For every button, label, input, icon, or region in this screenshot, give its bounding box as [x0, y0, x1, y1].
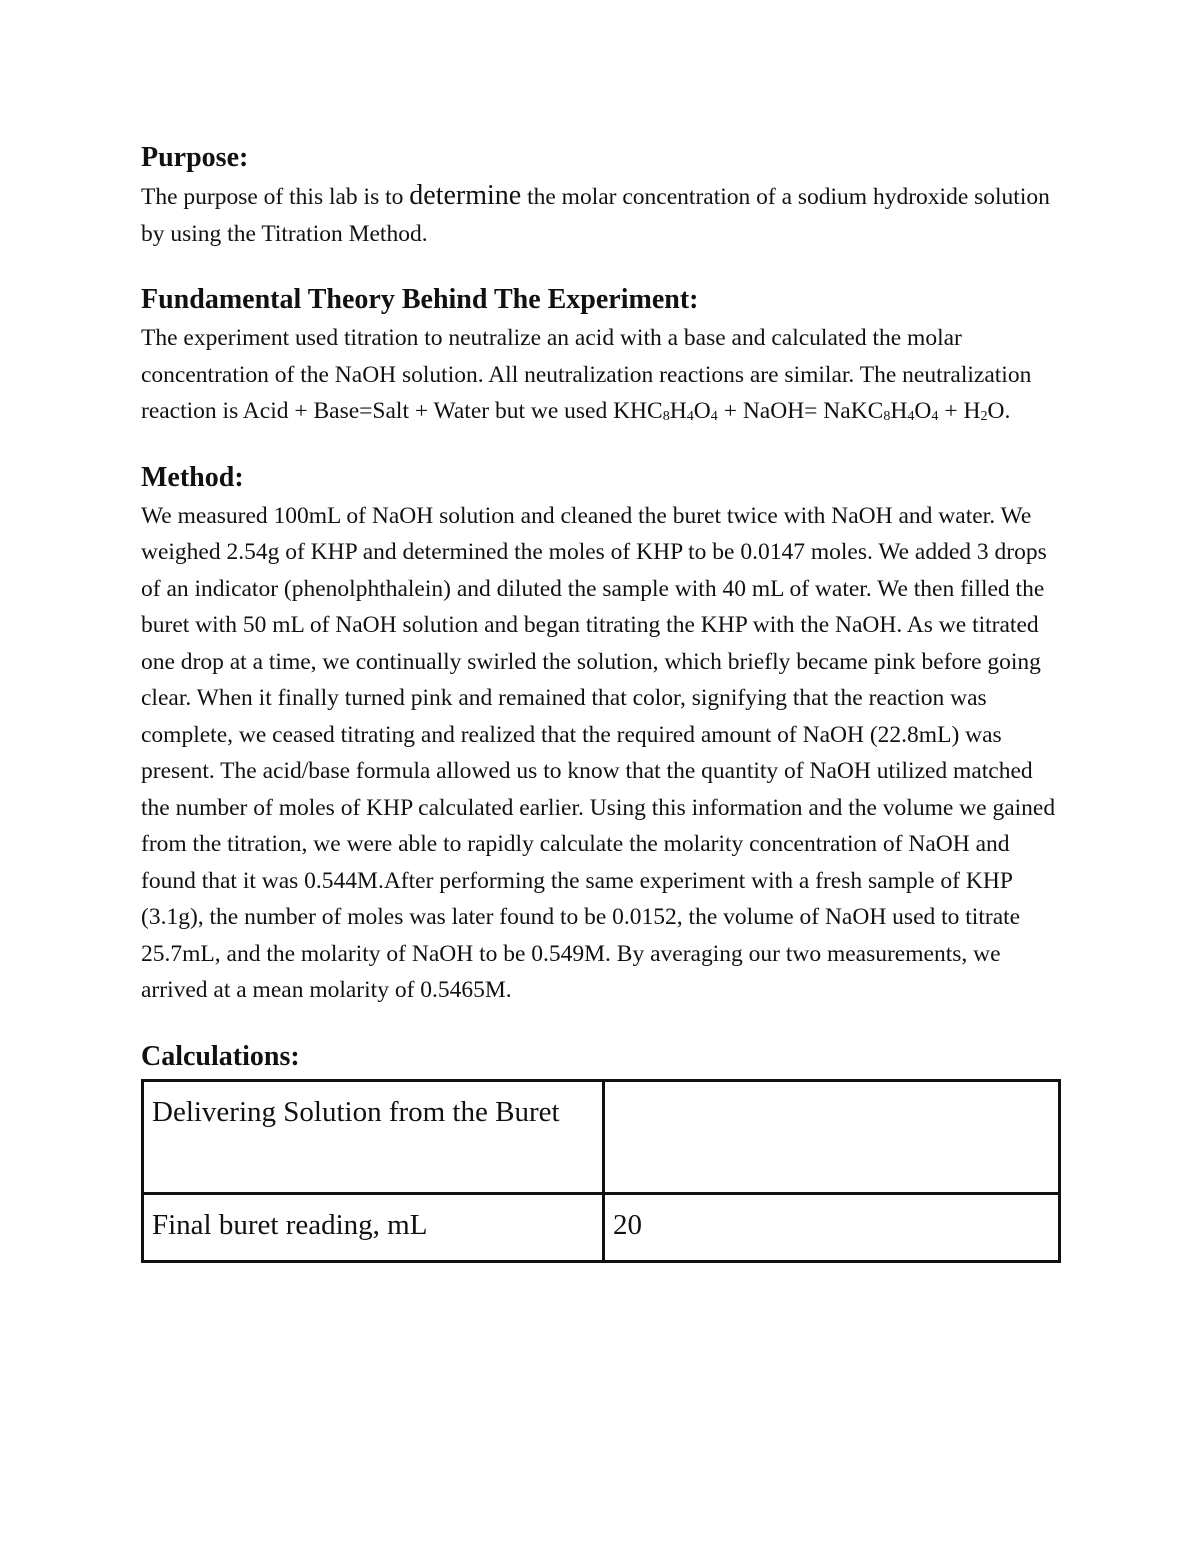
formula-part: H	[890, 398, 908, 424]
purpose-heading: Purpose:	[141, 142, 249, 173]
subscript: 4	[931, 408, 939, 425]
formula-part: + NaOH= NaKC	[717, 398, 884, 424]
theory-paragraph	[141, 320, 1061, 430]
table-cell-value: 20	[604, 1193, 1060, 1261]
theory-text-intro: The experiment used titration to neutralize an acid with a base and calculated the molar concentration of the NaOH solution. All neutralization reactions are similar. The neutralization reaction is Acid + Base=Salt + Water but we used KHC	[141, 325, 1032, 424]
calculations-heading: Calculations:	[141, 1040, 300, 1072]
formula-part: + H	[938, 398, 981, 424]
document-page	[141, 138, 1061, 1263]
purpose-emphasis-word: determine	[409, 180, 522, 211]
method-paragraph: We measured 100mL of NaOH solution and cleaned the buret twice with NaOH and water. We weighed 2.54g of KHP and determined the moles of KHP to be 0.0147 moles. We added 3 drops of an indicator (phenolphthalein) and diluted the sample with 40 mL of water. We then filled the buret with 50 mL of NaOH solution and began titrating the KHP with the NaOH. As we titrated one drop at a time, we continually swirled the solution, which briefly became pink before going clear. When it finally turned pink and remained that color, signifying that the reaction was complete, we ceased titrating and realized that the required amount of NaOH (22.8mL) was present. The acid/base formula allowed us to know that the quantity of NaOH utilized matched the number of moles of KHP calculated earlier. Using this information and the volume we gained from the titration, we were able to rapidly calculate the molarity concentration of NaOH and found that it was 0.544M.After performing the same experiment with a fresh sample of KHP (3.1g), the number of moles was later found to be 0.0152, the volume of NaOH used to titrate 25.7mL, and the molarity of NaOH to be 0.549M. By averaging our two measurements, we arrived at a mean molarity of 0.5465M.	[141, 502, 1056, 1003]
subscript: 8	[883, 408, 891, 425]
method-heading: Method:	[141, 461, 244, 493]
table-row	[143, 1193, 1060, 1261]
formula-part: O.	[987, 398, 1011, 424]
subscript: 4	[907, 408, 915, 425]
subscript: 8	[662, 408, 670, 425]
table-cell-value	[604, 1080, 1060, 1193]
subscript: 4	[710, 408, 718, 425]
purpose-paragraph	[141, 178, 1061, 252]
subscript: 4	[686, 408, 694, 425]
theory-heading: Fundamental Theory Behind The Experiment:	[141, 284, 699, 315]
subscript: 2	[980, 408, 988, 425]
purpose-text-end: the molar concentration of a sodium hydroxide solution by using the Titration Method.	[141, 184, 1050, 247]
table-row	[143, 1080, 1060, 1193]
formula-part: O	[914, 398, 932, 424]
table-cell-label: Final buret reading, mL	[143, 1193, 604, 1261]
table-cell-label: Delivering Solution from the Buret	[143, 1080, 604, 1193]
formula-part: H	[669, 398, 687, 424]
purpose-text-start: The purpose of this lab is to	[141, 184, 410, 210]
calculations-table	[141, 1079, 1061, 1263]
formula-part: O	[693, 398, 711, 424]
